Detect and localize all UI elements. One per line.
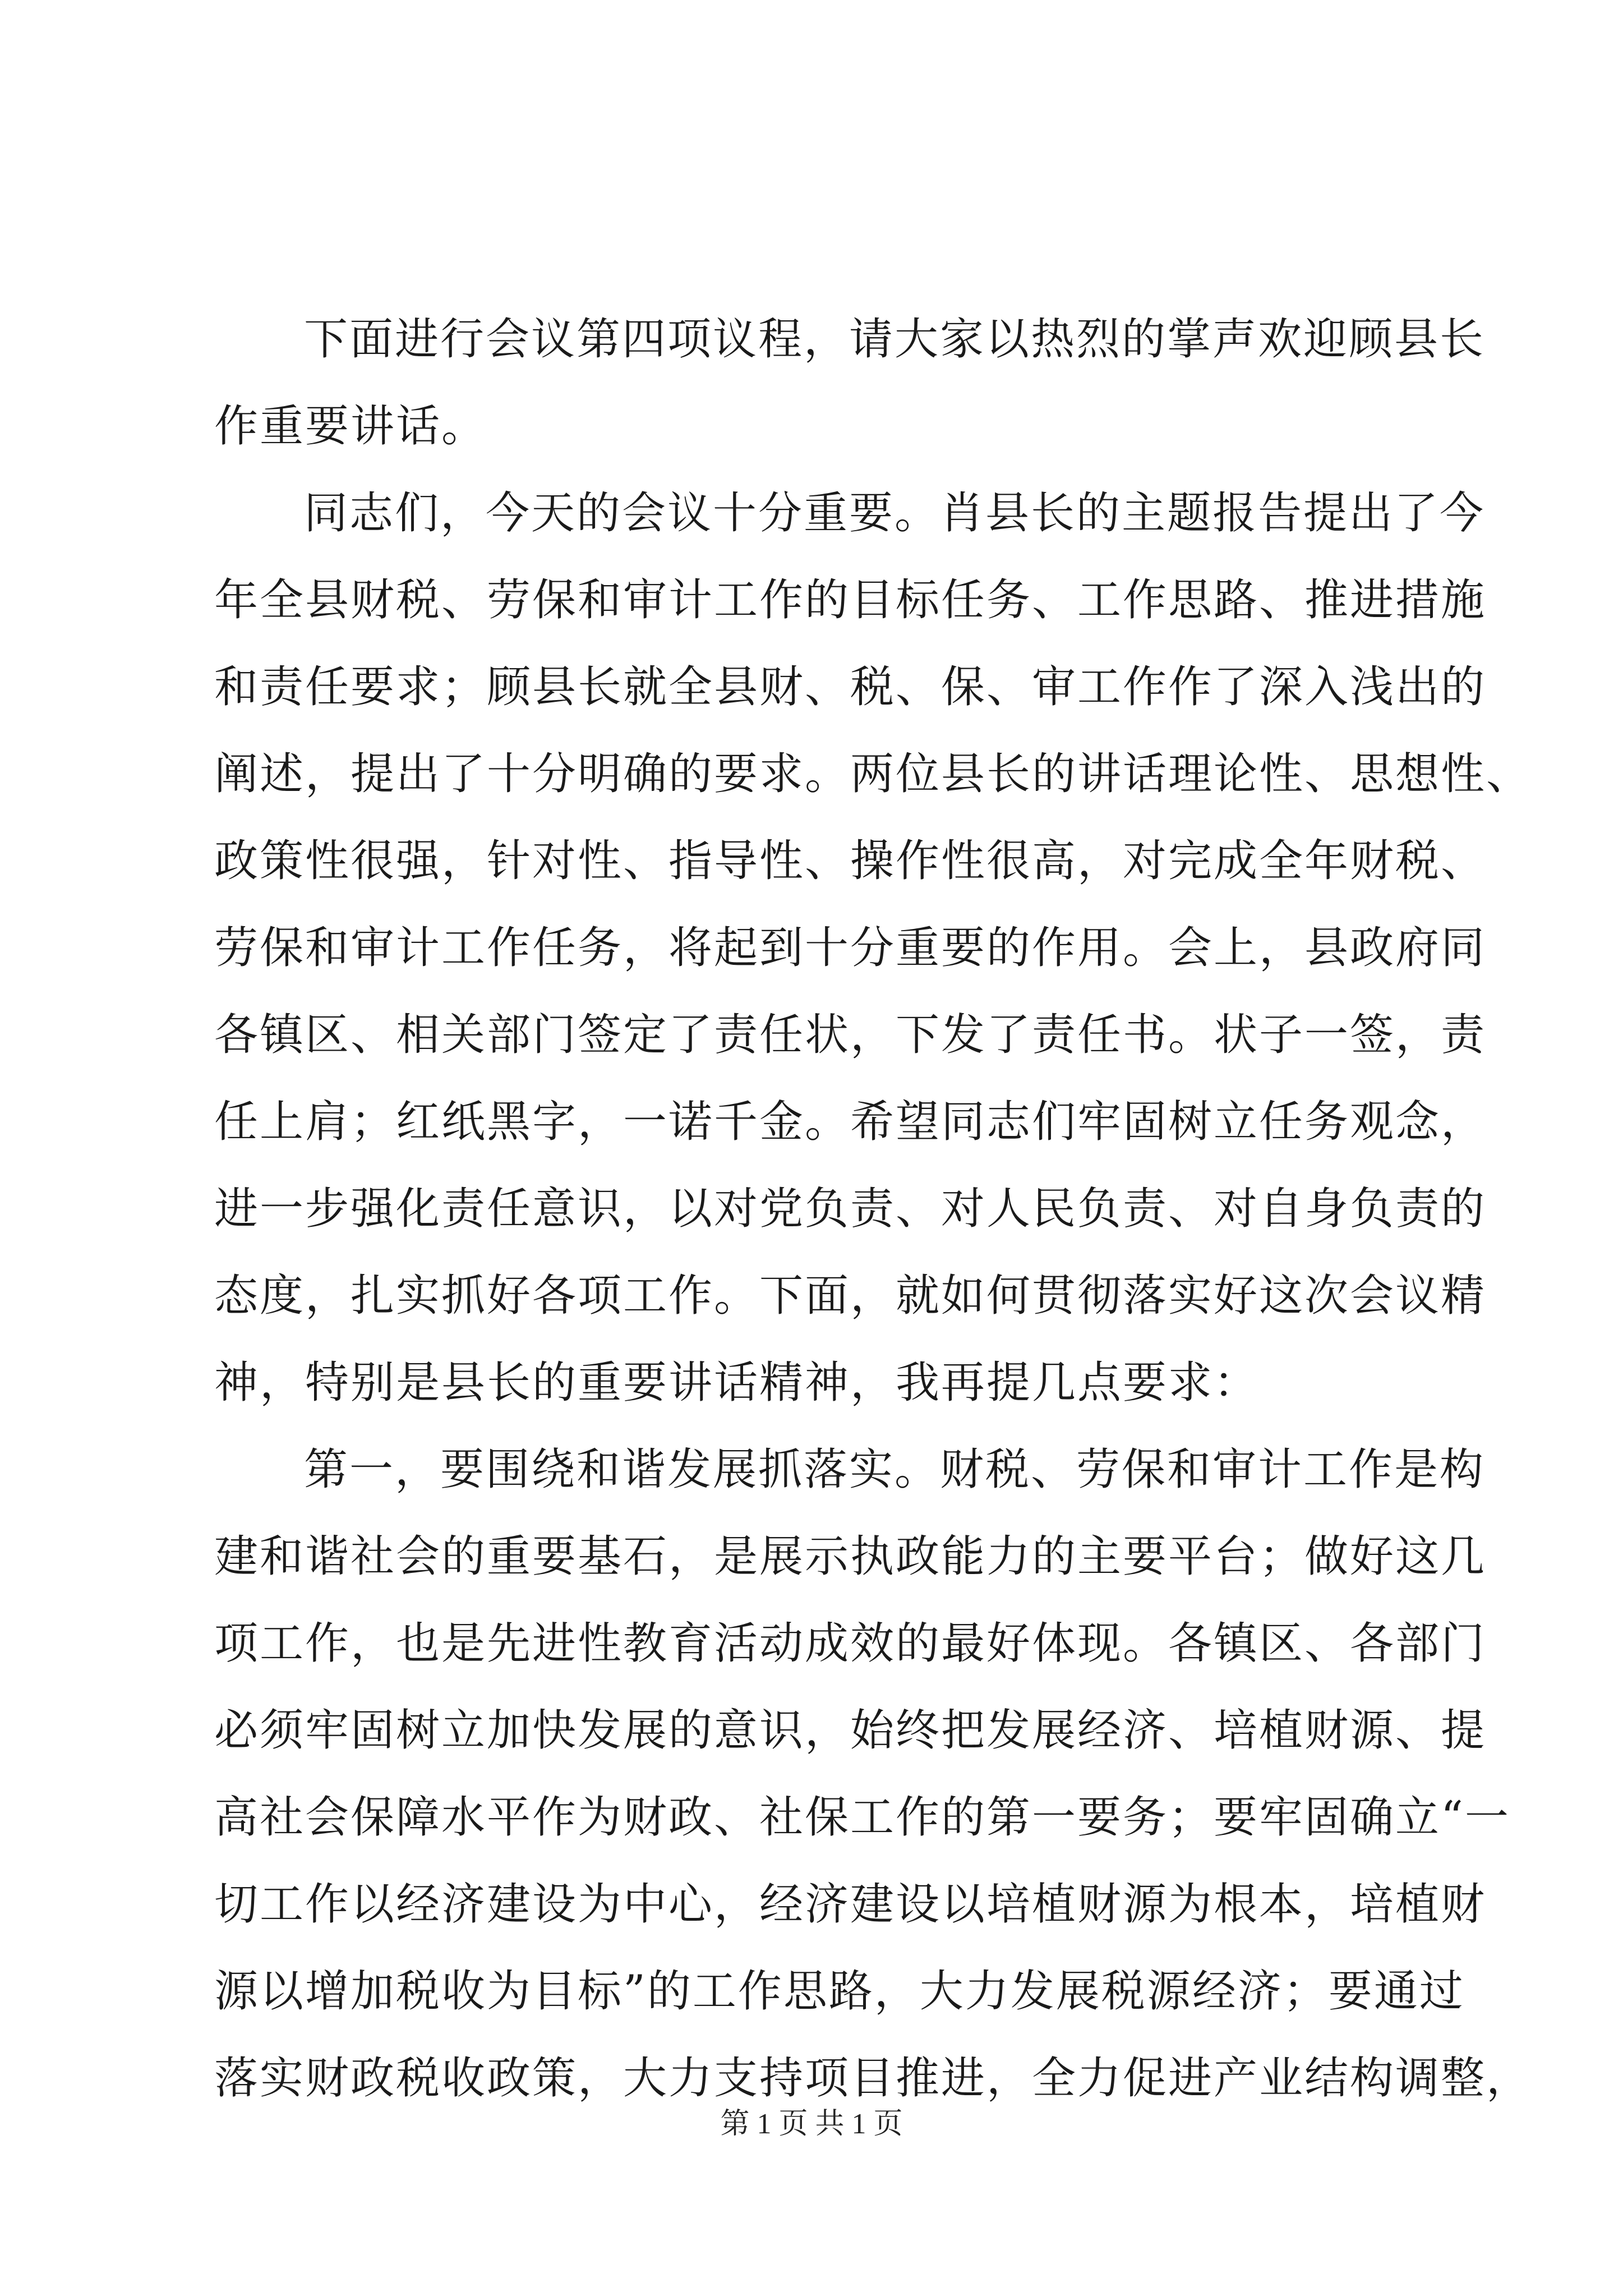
text-line: 第一，要围绕和谐发展抓落实。财税、劳保和审计工作是构 — [304, 1444, 1486, 1495]
text-line: 和责任要求；顾县长就全县财、税、保、审工作作了深入浅出的 — [214, 662, 1487, 712]
text-line: 高社会保障水平作为财政、社保工作的第一要务；要牢固确立“一 — [214, 1792, 1510, 1843]
text-line: 年全县财税、劳保和审计工作的目标任务、工作思路、推进措施 — [214, 575, 1487, 625]
document-body — [214, 296, 1532, 2122]
page-footer: 第 1 页 共 1 页 — [720, 2108, 903, 2140]
text-line: 劳保和审计工作任务，将起到十分重要的作用。会上，县政府同 — [214, 923, 1487, 973]
text-line: 建和谐社会的重要基石，是展示执政能力的主要平台；做好这几 — [214, 1531, 1487, 1582]
text-line: 落实财政税收政策，大力支持项目推进，全力促进产业结构调整， — [214, 2053, 1532, 2104]
text-line: 神，特别是县长的重要讲话精神，我再提几点要求： — [214, 1358, 1260, 1408]
text-line: 项工作，也是先进性教育活动成效的最好体现。各镇区、各部门 — [214, 1618, 1487, 1669]
text-line: 源以增加税收为目标”的工作思路，大力发展税源经济；要通过 — [214, 1966, 1465, 2017]
text-line: 任上肩；红纸黑字，一诺千金。希望同志们牢固树立任务观念， — [214, 1097, 1487, 1147]
text-line: 作重要讲话。 — [214, 401, 487, 452]
text-line: 态度，扎实抓好各项工作。下面，就如何贯彻落实好这次会议精 — [214, 1271, 1487, 1321]
text-line: 同志们，今天的会议十分重要。肖县长的主题报告提出了今 — [304, 488, 1486, 539]
text-line: 切工作以经济建设为中心，经济建设以培植财源为根本，培植财 — [214, 1879, 1487, 1930]
text-line: 政策性很强，针对性、指导性、操作性很高，对完成全年财税、 — [214, 836, 1487, 886]
text-line: 进一步强化责任意识，以对党负责、对人民负责、对自身负责的 — [214, 1184, 1487, 1234]
text-line: 阐述，提出了十分明确的要求。两位县长的讲话理论性、思想性、 — [214, 749, 1532, 799]
text-line: 各镇区、相关部门签定了责任状，下发了责任书。状子一签，责 — [214, 1010, 1487, 1060]
text-line: 下面进行会议第四项议程，请大家以热烈的掌声欢迎顾县长 — [304, 314, 1486, 365]
text-line: 必须牢固树立加快发展的意识，始终把发展经济、培植财源、提 — [214, 1705, 1487, 1756]
